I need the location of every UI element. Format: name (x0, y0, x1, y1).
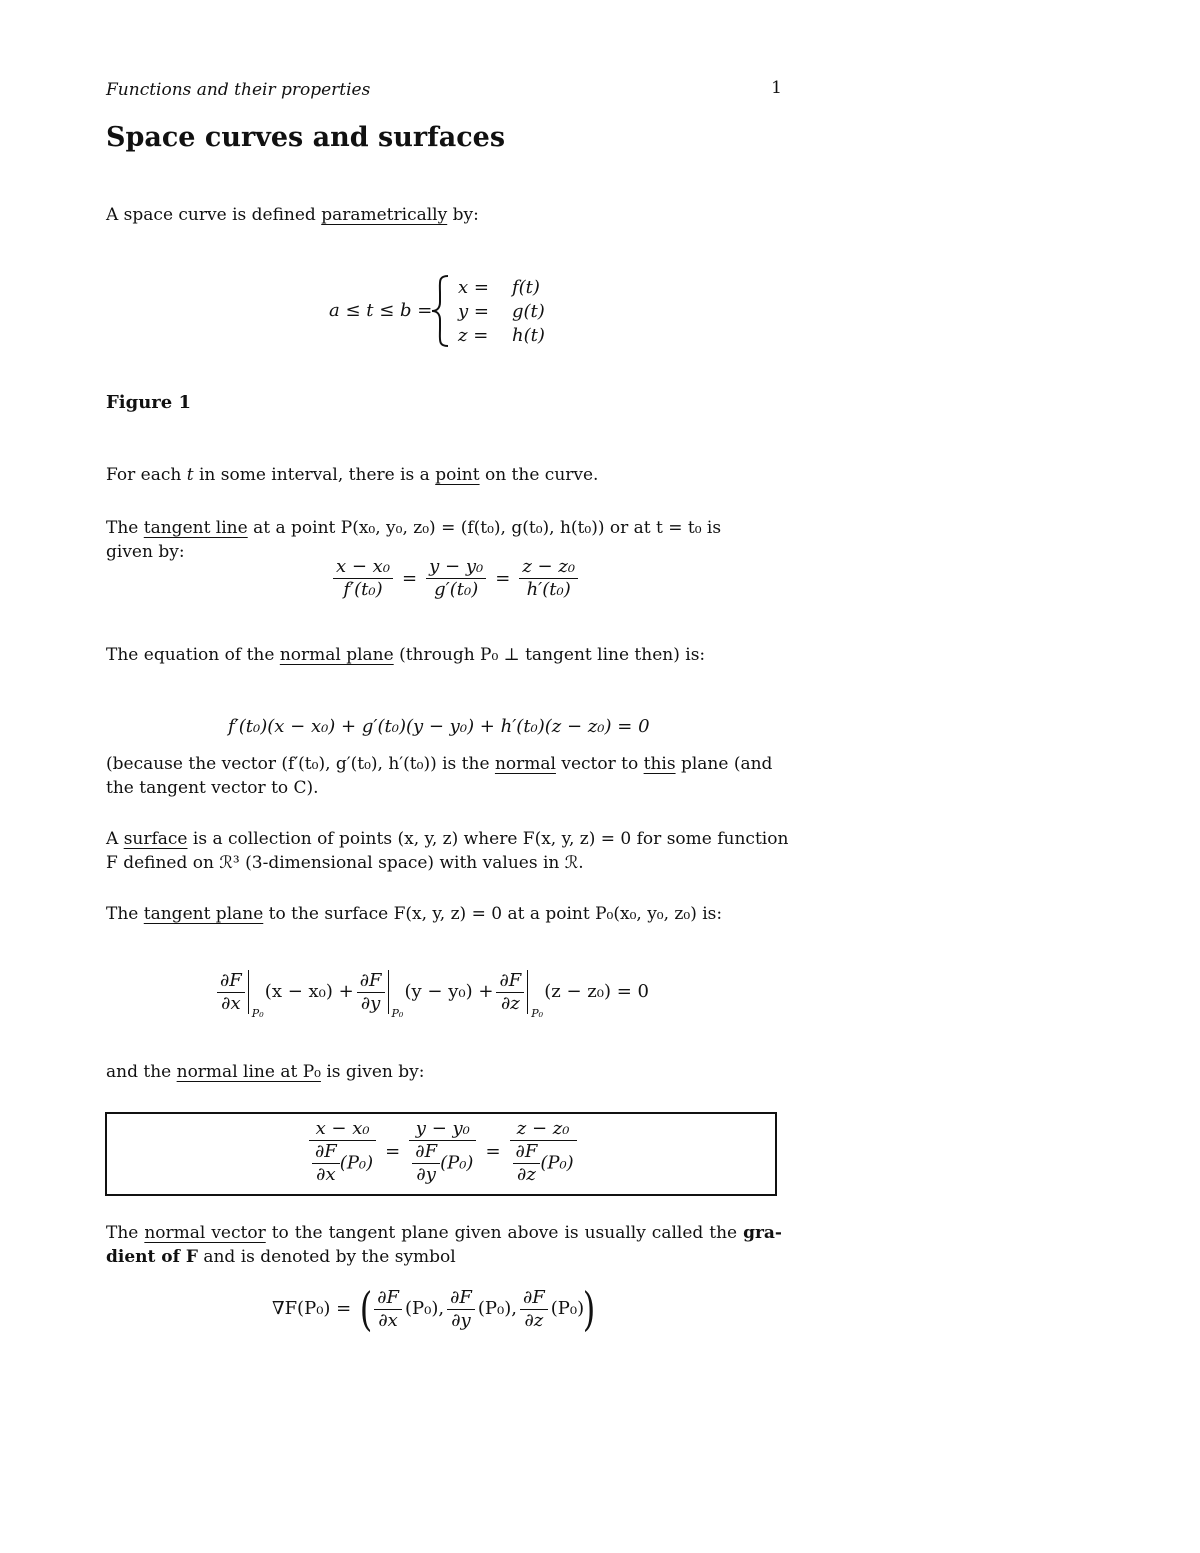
tangent-line-paragraph: The tangent line at a point P(x₀, y₀, z₀) = (f(t₀), g(t₀), h(t₀)) or at t = t₀ is (106, 518, 722, 538)
left-brace (428, 274, 454, 348)
tangent-line-equation: $\frac{\text{x − x₀}}{\text{f′(t₀)}}$ = $\frac{\text{y − y₀}}{\text{g′(t₀)}}$ = $\frac{\text{z − z₀}}{\text{h′(t₀)}}$ (330, 558, 581, 599)
intro-paragraph: A space curve is defined parametrically by: (106, 205, 479, 225)
section-title: Space curves and surfaces (106, 122, 506, 153)
tangent-line-paragraph-2: given by: (106, 542, 185, 562)
term-parametrically: parametrically (321, 205, 448, 225)
param-row-y: y = (458, 301, 489, 322)
gradient-paragraph-2: dient of F and is denoted by the symbol (106, 1247, 456, 1267)
param-row-z-fn: h(t) (512, 325, 545, 346)
term-normal-line: normal line at P₀ (176, 1062, 321, 1082)
tangent-plane-equation: $\frac{\partial F}{\partial x}$ P₀ (x − x₀) + $\frac{\partial F}{\partial y}$ P₀ (y − y₀) + $\frac{\partial F}{\partial z}$ P₀ (z − z₀) = 0 (214, 970, 649, 1014)
because-paragraph-2: the tangent vector to C). (106, 778, 319, 798)
term-this: this (643, 754, 676, 774)
term-tangent-plane: tangent plane (143, 904, 264, 924)
param-lhs: a ≤ t ≤ b = (329, 300, 433, 321)
term-surface: surface (123, 829, 188, 849)
param-row-x: x = (458, 277, 489, 298)
surface-paragraph: A surface is a collection of points (x, y, z) where F(x, y, z) = 0 for some function (106, 829, 789, 849)
param-row-x-fn: f(t) (512, 277, 540, 298)
gradient-paragraph: The normal vector to the tangent plane given above is usually called the gra- (106, 1223, 782, 1243)
because-paragraph: (because the vector (f′(t₀), g′(t₀), h′(t₀)) is the normal vector to this plane (and (106, 754, 773, 774)
surface-paragraph-2: F defined on ℛ³ (3-dimensional space) with values in ℛ. (106, 853, 584, 873)
running-header: Functions and their properties (106, 80, 371, 100)
gradient-equation: ∇F(P₀) = ( $\frac{\partial F}{\partial x}$ (P₀), $\frac{\partial F}{\partial y}$ (P₀), $\frac{\partial F}{\partial z}$ (P₀)) (272, 1282, 596, 1336)
page-number: 1 (771, 78, 782, 98)
normal-plane-paragraph: The equation of the normal plane (through P₀ ⊥ tangent line then) is: (106, 645, 706, 665)
tangent-plane-paragraph: The tangent plane to the surface F(x, y, z) = 0 at a point P₀(x₀, y₀, z₀) is: (106, 904, 723, 924)
term-tangent-line: tangent line (143, 518, 248, 538)
param-row-y-fn: g(t) (512, 301, 545, 322)
normal-plane-equation: f′(t₀)(x − x₀) + g′(t₀)(y − y₀) + h′(t₀)(z − z₀) = 0 (228, 716, 650, 737)
normal-line-paragraph: and the normal line at P₀ is given by: (106, 1062, 425, 1082)
normal-line-equation: x − x₀ $\frac{\partial F}{\partial x}$ (P₀) = y − y₀ $\frac{\partial F}{\partial y}$ (P₀) = z − z₀ $\frac{\partial F}{\partial z}$ (P₀) (306, 1120, 580, 1184)
figure-label: Figure 1 (106, 392, 192, 413)
point-paragraph: For each t in some interval, there is a point on the curve. (106, 465, 599, 485)
term-point: point (435, 465, 480, 485)
term-normal: normal (494, 754, 556, 774)
param-row-z: z = (458, 325, 489, 346)
term-normal-vector: normal vector (144, 1223, 266, 1243)
term-normal-plane: normal plane (279, 645, 394, 665)
